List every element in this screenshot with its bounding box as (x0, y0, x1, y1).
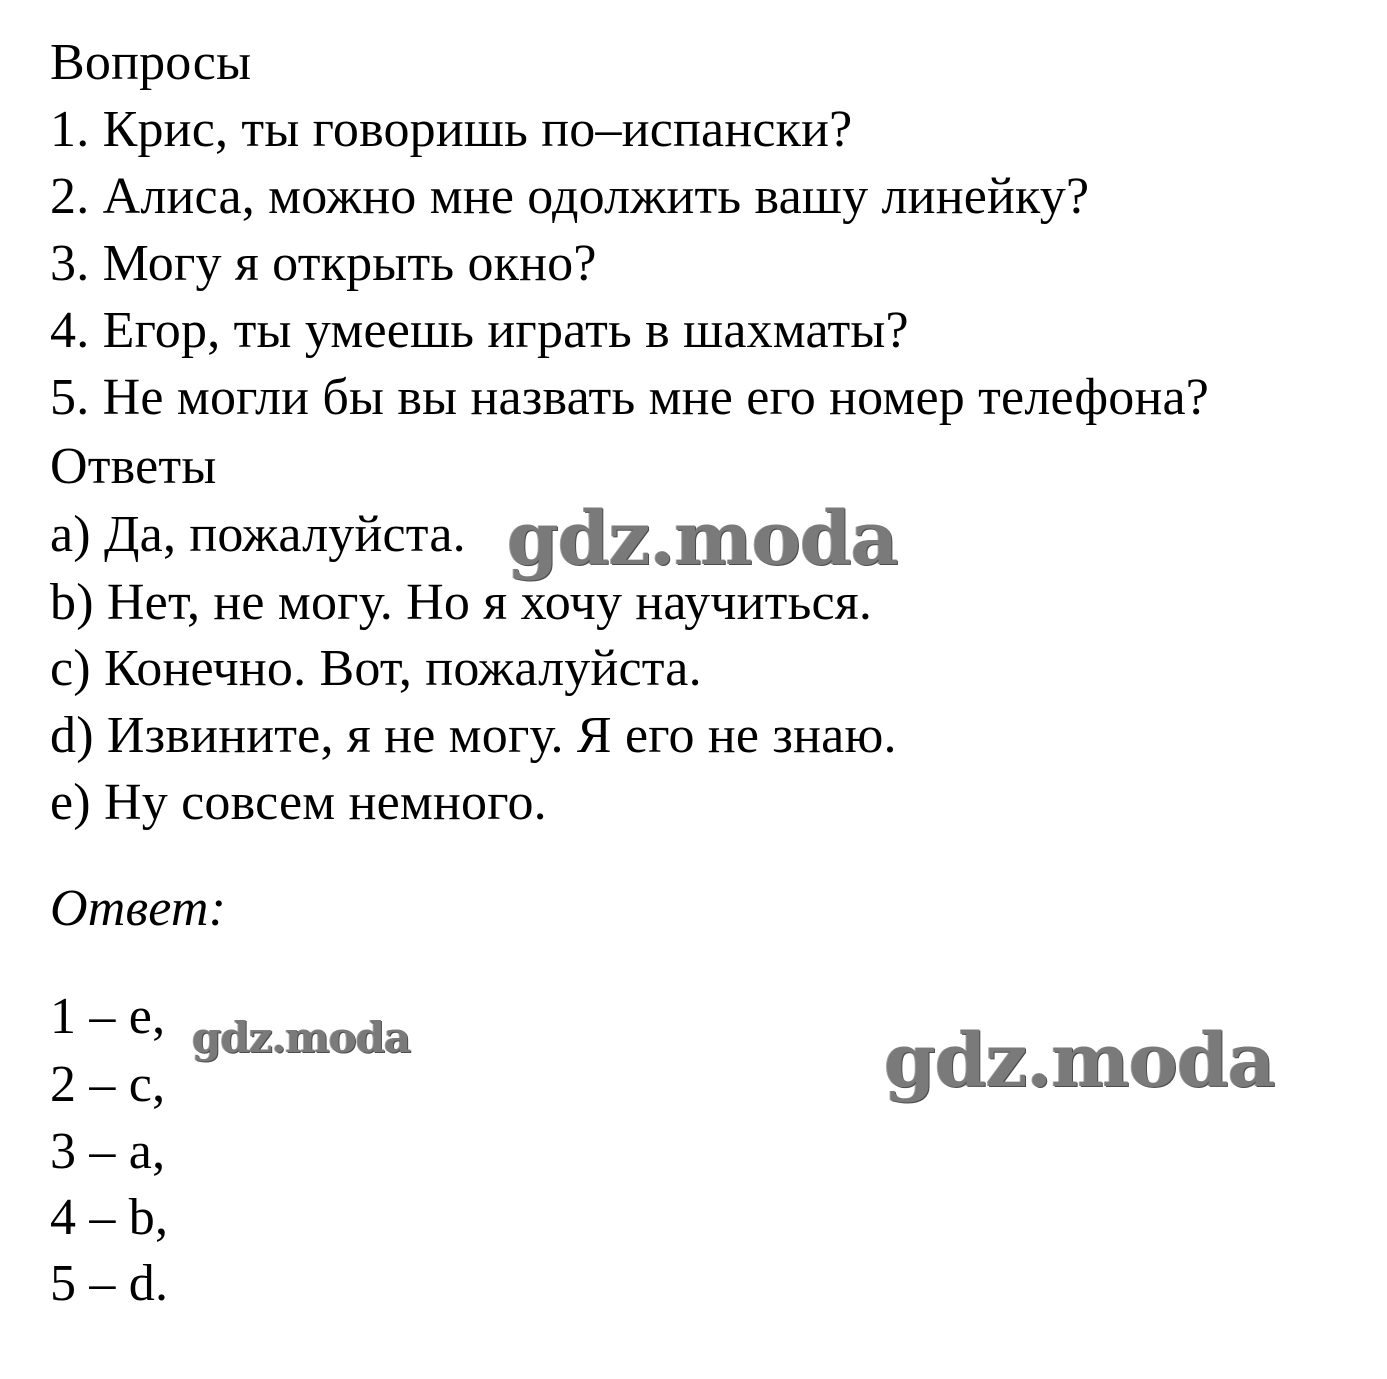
solution-line-3: 3 – a, (50, 1123, 166, 1180)
question-1: 1. Крис, ты говоришь по–испански? (50, 101, 853, 158)
question-4: 4. Егор, ты умеешь играть в шахматы? (50, 302, 909, 359)
question-3: 3. Могу я открыть окно? (50, 235, 597, 292)
question-2: 2. Алиса, можно мне одолжить вашу линейку? (50, 168, 1090, 225)
solution-line-4: 4 – b, (50, 1189, 169, 1246)
solution-heading: Ответ: (50, 880, 227, 937)
solution-line-5: 5 – d. (50, 1255, 169, 1312)
question-5: 5. Не могли бы вы назвать мне его номер телефона? (50, 369, 1210, 426)
answers-heading: Ответы (50, 438, 217, 495)
answer-c: c) Конечно. Вот, пожалуйста. (50, 640, 702, 697)
questions-heading: Вопросы (50, 34, 252, 91)
solution-line-1: 1 – e, (50, 988, 166, 1045)
answer-d: d) Извините, я не могу. Я его не знаю. (50, 707, 897, 764)
watermark-logo: gdz.moda (884, 1018, 1275, 1104)
answer-e: e) Ну совсем немного. (50, 774, 547, 831)
answer-b: b) Нет, не могу. Но я хочу научиться. (50, 574, 873, 631)
answer-a: a) Да, пожалуйста. (50, 506, 466, 563)
solution-line-2: 2 – c, (50, 1056, 166, 1113)
watermark-logo: gdz.moda (507, 496, 898, 582)
watermark-logo: gdz.moda (192, 1013, 411, 1062)
